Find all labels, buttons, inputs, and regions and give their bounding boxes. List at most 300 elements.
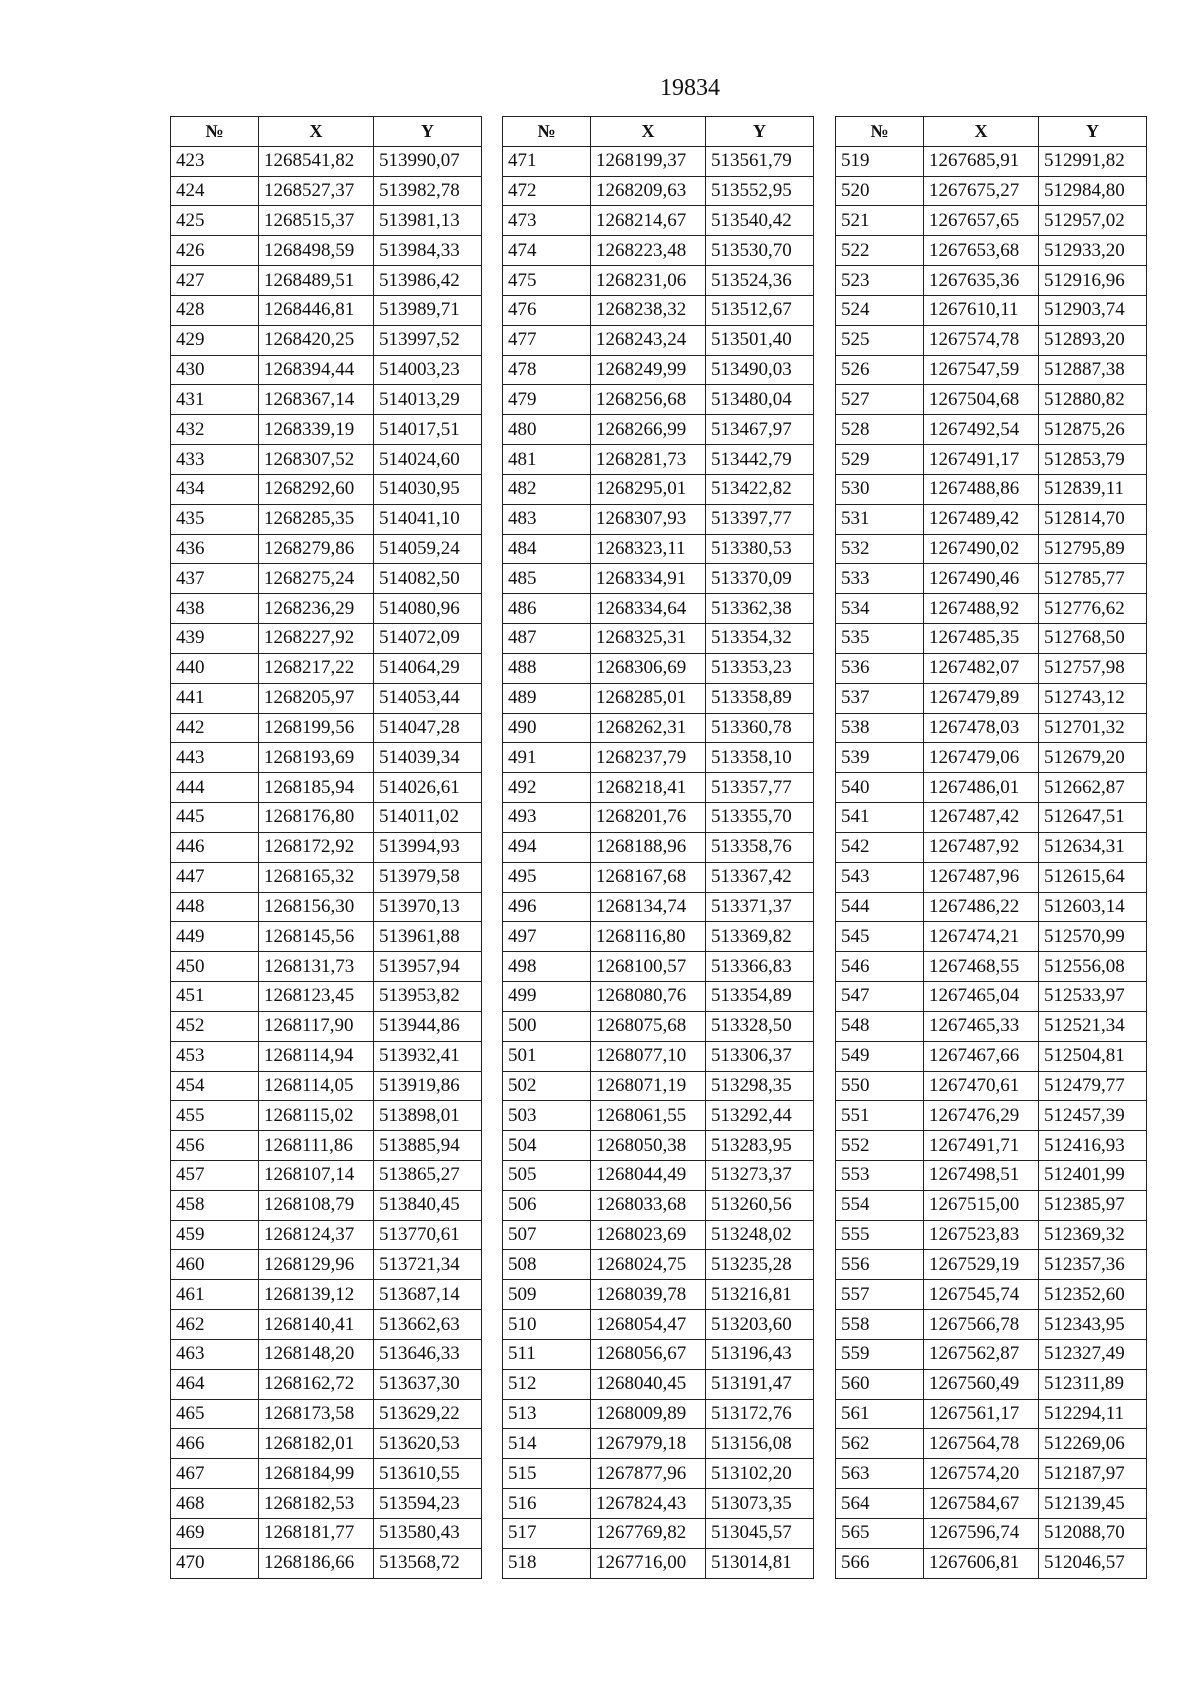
- table-row: [836, 1280, 1147, 1310]
- point-number-cell: 547: [836, 982, 924, 1012]
- point-number-cell: 475: [503, 266, 591, 296]
- table-row: [503, 624, 814, 654]
- x-coordinate-cell: 1268117,90: [259, 1011, 374, 1041]
- x-coordinate-cell: 1267492,54: [924, 415, 1039, 445]
- table-row: [836, 1369, 1147, 1399]
- point-number-cell: 437: [171, 564, 259, 594]
- table-row: [836, 594, 1147, 624]
- point-number-cell: 463: [171, 1339, 259, 1369]
- table-row: [503, 1548, 814, 1578]
- point-number-cell: 430: [171, 355, 259, 385]
- y-coordinate-cell: 513273,37: [706, 1160, 814, 1190]
- table-row: [836, 1131, 1147, 1161]
- x-coordinate-cell: 1268100,57: [591, 952, 706, 982]
- point-number-cell: 546: [836, 952, 924, 982]
- table-row: [503, 713, 814, 743]
- table-row: [503, 982, 814, 1012]
- x-coordinate-cell: 1267489,42: [924, 504, 1039, 534]
- y-coordinate-cell: 513594,23: [374, 1489, 482, 1519]
- point-number-cell: 473: [503, 206, 591, 236]
- y-coordinate-cell: 512957,02: [1039, 206, 1147, 236]
- point-number-cell: 460: [171, 1250, 259, 1280]
- x-coordinate-cell: 1267529,19: [924, 1250, 1039, 1280]
- y-coordinate-cell: 513637,30: [374, 1369, 482, 1399]
- y-coordinate-cell: 514082,50: [374, 564, 482, 594]
- x-coordinate-cell: 1268114,05: [259, 1071, 374, 1101]
- point-number-cell: 438: [171, 594, 259, 624]
- x-coordinate-cell: 1267562,87: [924, 1339, 1039, 1369]
- point-number-cell: 441: [171, 683, 259, 713]
- x-coordinate-cell: 1268056,67: [591, 1339, 706, 1369]
- y-coordinate-cell: 512504,81: [1039, 1041, 1147, 1071]
- y-coordinate-cell: 513957,94: [374, 952, 482, 982]
- point-number-cell: 500: [503, 1011, 591, 1041]
- point-number-cell: 552: [836, 1131, 924, 1161]
- y-coordinate-cell: 513919,86: [374, 1071, 482, 1101]
- y-coordinate-cell: 513191,47: [706, 1369, 814, 1399]
- y-coordinate-cell: 512743,12: [1039, 683, 1147, 713]
- y-coordinate-cell: 513568,72: [374, 1548, 482, 1578]
- point-number-cell: 435: [171, 504, 259, 534]
- y-coordinate-cell: 512343,95: [1039, 1310, 1147, 1340]
- point-number-cell: 510: [503, 1310, 591, 1340]
- y-coordinate-cell: 512457,39: [1039, 1101, 1147, 1131]
- point-number-cell: 486: [503, 594, 591, 624]
- x-coordinate-cell: 1268134,74: [591, 892, 706, 922]
- point-number-cell: 485: [503, 564, 591, 594]
- point-number-cell: 554: [836, 1190, 924, 1220]
- x-coordinate-cell: 1267486,01: [924, 773, 1039, 803]
- point-number-cell: 518: [503, 1548, 591, 1578]
- x-coordinate-cell: 1268527,37: [259, 176, 374, 206]
- y-coordinate-cell: 513646,33: [374, 1339, 482, 1369]
- y-coordinate-cell: 513989,71: [374, 295, 482, 325]
- y-coordinate-cell: 513501,40: [706, 325, 814, 355]
- y-coordinate-cell: 513196,43: [706, 1339, 814, 1369]
- point-number-cell: 496: [503, 892, 591, 922]
- point-number-cell: 471: [503, 146, 591, 176]
- y-coordinate-cell: 513172,76: [706, 1399, 814, 1429]
- point-number-cell: 545: [836, 922, 924, 952]
- y-coordinate-cell: 514041,10: [374, 504, 482, 534]
- y-coordinate-cell: 512269,06: [1039, 1429, 1147, 1459]
- point-number-cell: 458: [171, 1190, 259, 1220]
- table-row: [836, 982, 1147, 1012]
- y-coordinate-cell: 513014,81: [706, 1548, 814, 1578]
- point-number-cell: 465: [171, 1399, 259, 1429]
- x-coordinate-cell: 1267675,27: [924, 176, 1039, 206]
- table-row: [171, 1369, 482, 1399]
- y-coordinate-cell: 513629,22: [374, 1399, 482, 1429]
- table-row: [503, 803, 814, 833]
- table-row: [171, 266, 482, 296]
- x-coordinate-cell: 1268339,19: [259, 415, 374, 445]
- x-coordinate-cell: 1268367,14: [259, 385, 374, 415]
- y-coordinate-cell: 513990,07: [374, 146, 482, 176]
- y-coordinate-cell: 514039,34: [374, 743, 482, 773]
- point-number-cell: 480: [503, 415, 591, 445]
- x-coordinate-cell: 1267979,18: [591, 1429, 706, 1459]
- table-row: [171, 474, 482, 504]
- point-number-cell: 431: [171, 385, 259, 415]
- y-coordinate-cell: 512533,97: [1039, 982, 1147, 1012]
- x-coordinate-cell: 1268325,31: [591, 624, 706, 654]
- table-row: [171, 832, 482, 862]
- table-row: [171, 1280, 482, 1310]
- x-coordinate-cell: 1268307,52: [259, 445, 374, 475]
- y-coordinate-cell: 512570,99: [1039, 922, 1147, 952]
- x-coordinate-cell: 1268205,97: [259, 683, 374, 713]
- x-coordinate-cell: 1267685,91: [924, 146, 1039, 176]
- y-coordinate-cell: 512479,77: [1039, 1071, 1147, 1101]
- table-row: [171, 1518, 482, 1548]
- x-coordinate-cell: 1267476,29: [924, 1101, 1039, 1131]
- table-row: [503, 1071, 814, 1101]
- x-coordinate-cell: 1267561,17: [924, 1399, 1039, 1429]
- point-number-cell: 426: [171, 236, 259, 266]
- table-row: [836, 832, 1147, 862]
- table-row: [171, 713, 482, 743]
- x-coordinate-cell: 1268124,37: [259, 1220, 374, 1250]
- point-number-cell: 506: [503, 1190, 591, 1220]
- table-row: [503, 1250, 814, 1280]
- point-number-cell: 432: [171, 415, 259, 445]
- x-coordinate-cell: 1268394,44: [259, 355, 374, 385]
- x-coordinate-cell: 1267470,61: [924, 1071, 1039, 1101]
- table-header-row: [836, 117, 1147, 147]
- x-coordinate-cell: 1268237,79: [591, 743, 706, 773]
- y-coordinate-cell: 512875,26: [1039, 415, 1147, 445]
- point-number-cell: 526: [836, 355, 924, 385]
- table-row: [836, 1429, 1147, 1459]
- point-number-cell: 513: [503, 1399, 591, 1429]
- coordinates-table-2: [502, 116, 814, 1579]
- table-row: [171, 504, 482, 534]
- table-row: [503, 773, 814, 803]
- table-row: [836, 534, 1147, 564]
- point-number-cell: 493: [503, 803, 591, 833]
- y-coordinate-cell: 514072,09: [374, 624, 482, 654]
- point-number-cell: 448: [171, 892, 259, 922]
- x-coordinate-cell: 1267487,96: [924, 862, 1039, 892]
- point-number-cell: 544: [836, 892, 924, 922]
- point-number-cell: 502: [503, 1071, 591, 1101]
- y-coordinate-cell: 512369,32: [1039, 1220, 1147, 1250]
- point-number-cell: 511: [503, 1339, 591, 1369]
- x-coordinate-cell: 1267515,00: [924, 1190, 1039, 1220]
- point-number-cell: 504: [503, 1131, 591, 1161]
- point-number-cell: 524: [836, 295, 924, 325]
- x-coordinate-cell: 1268498,59: [259, 236, 374, 266]
- point-number-cell: 530: [836, 474, 924, 504]
- point-number-cell: 482: [503, 474, 591, 504]
- point-number-cell: 519: [836, 146, 924, 176]
- table-row: [503, 415, 814, 445]
- point-number-cell: 560: [836, 1369, 924, 1399]
- y-coordinate-cell: 513620,53: [374, 1429, 482, 1459]
- table-row: [503, 832, 814, 862]
- x-coordinate-cell: 1268050,38: [591, 1131, 706, 1161]
- table-row: [171, 415, 482, 445]
- table-row: [503, 146, 814, 176]
- x-coordinate-cell: 1267635,36: [924, 266, 1039, 296]
- y-coordinate-cell: 513328,50: [706, 1011, 814, 1041]
- y-coordinate-cell: 512294,11: [1039, 1399, 1147, 1429]
- y-coordinate-cell: 512880,82: [1039, 385, 1147, 415]
- y-coordinate-cell: 513610,55: [374, 1459, 482, 1489]
- x-coordinate-cell: 1267478,03: [924, 713, 1039, 743]
- x-coordinate-cell: 1267716,00: [591, 1548, 706, 1578]
- table-row: [836, 653, 1147, 683]
- table-row: [171, 325, 482, 355]
- x-coordinate-cell: 1268115,02: [259, 1101, 374, 1131]
- point-number-cell: 434: [171, 474, 259, 504]
- table-row: [836, 1220, 1147, 1250]
- table-row: [503, 653, 814, 683]
- y-coordinate-cell: 513552,95: [706, 176, 814, 206]
- point-number-cell: 521: [836, 206, 924, 236]
- x-coordinate-cell: 1268148,20: [259, 1339, 374, 1369]
- x-coordinate-cell: 1268420,25: [259, 325, 374, 355]
- x-coordinate-cell: 1268077,10: [591, 1041, 706, 1071]
- table-row: [836, 743, 1147, 773]
- point-number-cell: 446: [171, 832, 259, 862]
- point-number-cell: 459: [171, 1220, 259, 1250]
- table-row: [836, 474, 1147, 504]
- table-row: [171, 445, 482, 475]
- point-number-cell: 490: [503, 713, 591, 743]
- x-coordinate-cell: 1267824,43: [591, 1489, 706, 1519]
- coordinates-table-3: [835, 116, 1147, 1579]
- y-coordinate-cell: 514003,23: [374, 355, 482, 385]
- y-coordinate-cell: 512776,62: [1039, 594, 1147, 624]
- x-coordinate-cell: 1268145,56: [259, 922, 374, 952]
- point-number-cell: 425: [171, 206, 259, 236]
- y-coordinate-cell: 512785,77: [1039, 564, 1147, 594]
- point-number-cell: 481: [503, 445, 591, 475]
- x-coordinate-cell: 1267465,33: [924, 1011, 1039, 1041]
- table-row: [836, 1190, 1147, 1220]
- table-row: [503, 1011, 814, 1041]
- y-coordinate-cell: 513580,43: [374, 1518, 482, 1548]
- point-number-cell: 439: [171, 624, 259, 654]
- x-coordinate-cell: 1268129,96: [259, 1250, 374, 1280]
- y-coordinate-cell: 512916,96: [1039, 266, 1147, 296]
- point-number-cell: 508: [503, 1250, 591, 1280]
- table-row: [171, 892, 482, 922]
- point-number-cell: 523: [836, 266, 924, 296]
- table-header-row: [171, 117, 482, 147]
- x-coordinate-cell: 1268231,06: [591, 266, 706, 296]
- table-header-row: [503, 117, 814, 147]
- x-coordinate-cell: 1268243,24: [591, 325, 706, 355]
- page-number: 19834: [660, 75, 720, 101]
- table-row: [836, 803, 1147, 833]
- x-coordinate-cell: 1268334,64: [591, 594, 706, 624]
- y-coordinate-cell: 513357,77: [706, 773, 814, 803]
- table-row: [503, 266, 814, 296]
- point-number-cell: 535: [836, 624, 924, 654]
- x-coordinate-cell: 1268173,58: [259, 1399, 374, 1429]
- y-coordinate-cell: 512327,49: [1039, 1339, 1147, 1369]
- table-row: [171, 1339, 482, 1369]
- point-number-cell: 565: [836, 1518, 924, 1548]
- x-coordinate-cell: 1267487,92: [924, 832, 1039, 862]
- table-row: [171, 803, 482, 833]
- table-row: [836, 1459, 1147, 1489]
- point-number-cell: 489: [503, 683, 591, 713]
- x-coordinate-cell: 1267769,82: [591, 1518, 706, 1548]
- x-coordinate-cell: 1268281,73: [591, 445, 706, 475]
- x-coordinate-cell: 1267564,78: [924, 1429, 1039, 1459]
- point-number-cell: 507: [503, 1220, 591, 1250]
- table-row: [171, 1548, 482, 1578]
- y-coordinate-cell: 513770,61: [374, 1220, 482, 1250]
- table-row: [171, 534, 482, 564]
- x-coordinate-cell: 1268040,45: [591, 1369, 706, 1399]
- point-number-cell: 525: [836, 325, 924, 355]
- table-row: [503, 1339, 814, 1369]
- point-number-cell: 476: [503, 295, 591, 325]
- x-coordinate-cell: 1268131,73: [259, 952, 374, 982]
- y-coordinate-cell: 513530,70: [706, 236, 814, 266]
- x-coordinate-cell: 1267596,74: [924, 1518, 1039, 1548]
- y-coordinate-cell: 512357,36: [1039, 1250, 1147, 1280]
- table-row: [836, 1518, 1147, 1548]
- y-coordinate-cell: 513442,79: [706, 445, 814, 475]
- y-coordinate-cell: 512795,89: [1039, 534, 1147, 564]
- x-coordinate-cell: 1267657,65: [924, 206, 1039, 236]
- table-row: [503, 176, 814, 206]
- point-number-cell: 447: [171, 862, 259, 892]
- x-coordinate-cell: 1268186,66: [259, 1548, 374, 1578]
- table-row: [836, 236, 1147, 266]
- y-coordinate-cell: 514047,28: [374, 713, 482, 743]
- x-coordinate-cell: 1268123,45: [259, 982, 374, 1012]
- y-coordinate-cell: 513156,08: [706, 1429, 814, 1459]
- table-row: [503, 1429, 814, 1459]
- table-row: [171, 1160, 482, 1190]
- table-row: [836, 862, 1147, 892]
- x-coordinate-cell: 1268044,49: [591, 1160, 706, 1190]
- table-row: [171, 206, 482, 236]
- point-number-cell: 541: [836, 803, 924, 833]
- table-row: [171, 295, 482, 325]
- table-row: [503, 1489, 814, 1519]
- point-number-cell: 479: [503, 385, 591, 415]
- x-coordinate-cell: 1268111,86: [259, 1131, 374, 1161]
- table-row: [836, 1101, 1147, 1131]
- table-row: [171, 1459, 482, 1489]
- point-number-cell: 566: [836, 1548, 924, 1578]
- point-number-cell: 536: [836, 653, 924, 683]
- x-coordinate-cell: 1268515,37: [259, 206, 374, 236]
- table-row: [503, 385, 814, 415]
- y-coordinate-cell: 512768,50: [1039, 624, 1147, 654]
- point-number-cell: 551: [836, 1101, 924, 1131]
- point-number-cell: 453: [171, 1041, 259, 1071]
- table-row: [836, 1250, 1147, 1280]
- point-number-cell: 515: [503, 1459, 591, 1489]
- y-coordinate-cell: 513248,02: [706, 1220, 814, 1250]
- point-number-cell: 556: [836, 1250, 924, 1280]
- y-coordinate-cell: 512701,32: [1039, 713, 1147, 743]
- table-row: [503, 1190, 814, 1220]
- y-coordinate-cell: 513102,20: [706, 1459, 814, 1489]
- table-row: [836, 952, 1147, 982]
- table-row: [503, 1399, 814, 1429]
- x-coordinate-cell: 1268165,32: [259, 862, 374, 892]
- y-coordinate-cell: 512556,08: [1039, 952, 1147, 982]
- x-coordinate-cell: 1267610,11: [924, 295, 1039, 325]
- table-row: [171, 564, 482, 594]
- point-number-cell: 497: [503, 922, 591, 952]
- x-coordinate-cell: 1267479,89: [924, 683, 1039, 713]
- y-coordinate-cell: 514026,61: [374, 773, 482, 803]
- point-number-cell: 484: [503, 534, 591, 564]
- table-row: [171, 1220, 482, 1250]
- point-number-cell: 529: [836, 445, 924, 475]
- y-coordinate-cell: 513984,33: [374, 236, 482, 266]
- table-row: [836, 1489, 1147, 1519]
- table-row: [836, 1071, 1147, 1101]
- table-row: [503, 1101, 814, 1131]
- y-coordinate-cell: 513260,56: [706, 1190, 814, 1220]
- x-coordinate-cell: 1267474,21: [924, 922, 1039, 952]
- point-number-cell: 472: [503, 176, 591, 206]
- table-row: [171, 1250, 482, 1280]
- point-number-cell: 452: [171, 1011, 259, 1041]
- y-coordinate-cell: 513467,97: [706, 415, 814, 445]
- table-row: [171, 176, 482, 206]
- x-coordinate-cell: 1268236,29: [259, 594, 374, 624]
- y-coordinate-cell: 513721,34: [374, 1250, 482, 1280]
- y-coordinate-cell: 513961,88: [374, 922, 482, 952]
- point-number-cell: 528: [836, 415, 924, 445]
- point-number-cell: 444: [171, 773, 259, 803]
- table-row: [503, 1280, 814, 1310]
- x-coordinate-cell: 1268108,79: [259, 1190, 374, 1220]
- coordinates-table-1: [170, 116, 482, 1579]
- point-number-cell: 498: [503, 952, 591, 982]
- y-coordinate-cell: 514024,60: [374, 445, 482, 475]
- y-coordinate-cell: 513306,37: [706, 1041, 814, 1071]
- y-coordinate-cell: 513298,35: [706, 1071, 814, 1101]
- point-number-cell: 505: [503, 1160, 591, 1190]
- y-coordinate-cell: 512991,82: [1039, 146, 1147, 176]
- x-coordinate-cell: 1268256,68: [591, 385, 706, 415]
- point-number-cell: 532: [836, 534, 924, 564]
- x-coordinate-cell: 1268279,86: [259, 534, 374, 564]
- y-coordinate-cell: 513397,77: [706, 504, 814, 534]
- x-coordinate-cell: 1268214,67: [591, 206, 706, 236]
- point-number-cell: 562: [836, 1429, 924, 1459]
- x-coordinate-cell: 1268107,14: [259, 1160, 374, 1190]
- table-row: [503, 922, 814, 952]
- y-coordinate-cell: 513358,76: [706, 832, 814, 862]
- y-coordinate-cell: 513292,44: [706, 1101, 814, 1131]
- table-row: [171, 1011, 482, 1041]
- table-row: [171, 683, 482, 713]
- table-row: [503, 1131, 814, 1161]
- table-row: [171, 624, 482, 654]
- point-number-cell: 495: [503, 862, 591, 892]
- point-number-cell: 436: [171, 534, 259, 564]
- point-number-cell: 449: [171, 922, 259, 952]
- x-coordinate-cell: 1267498,51: [924, 1160, 1039, 1190]
- x-coordinate-cell: 1267523,83: [924, 1220, 1039, 1250]
- table-row: [171, 982, 482, 1012]
